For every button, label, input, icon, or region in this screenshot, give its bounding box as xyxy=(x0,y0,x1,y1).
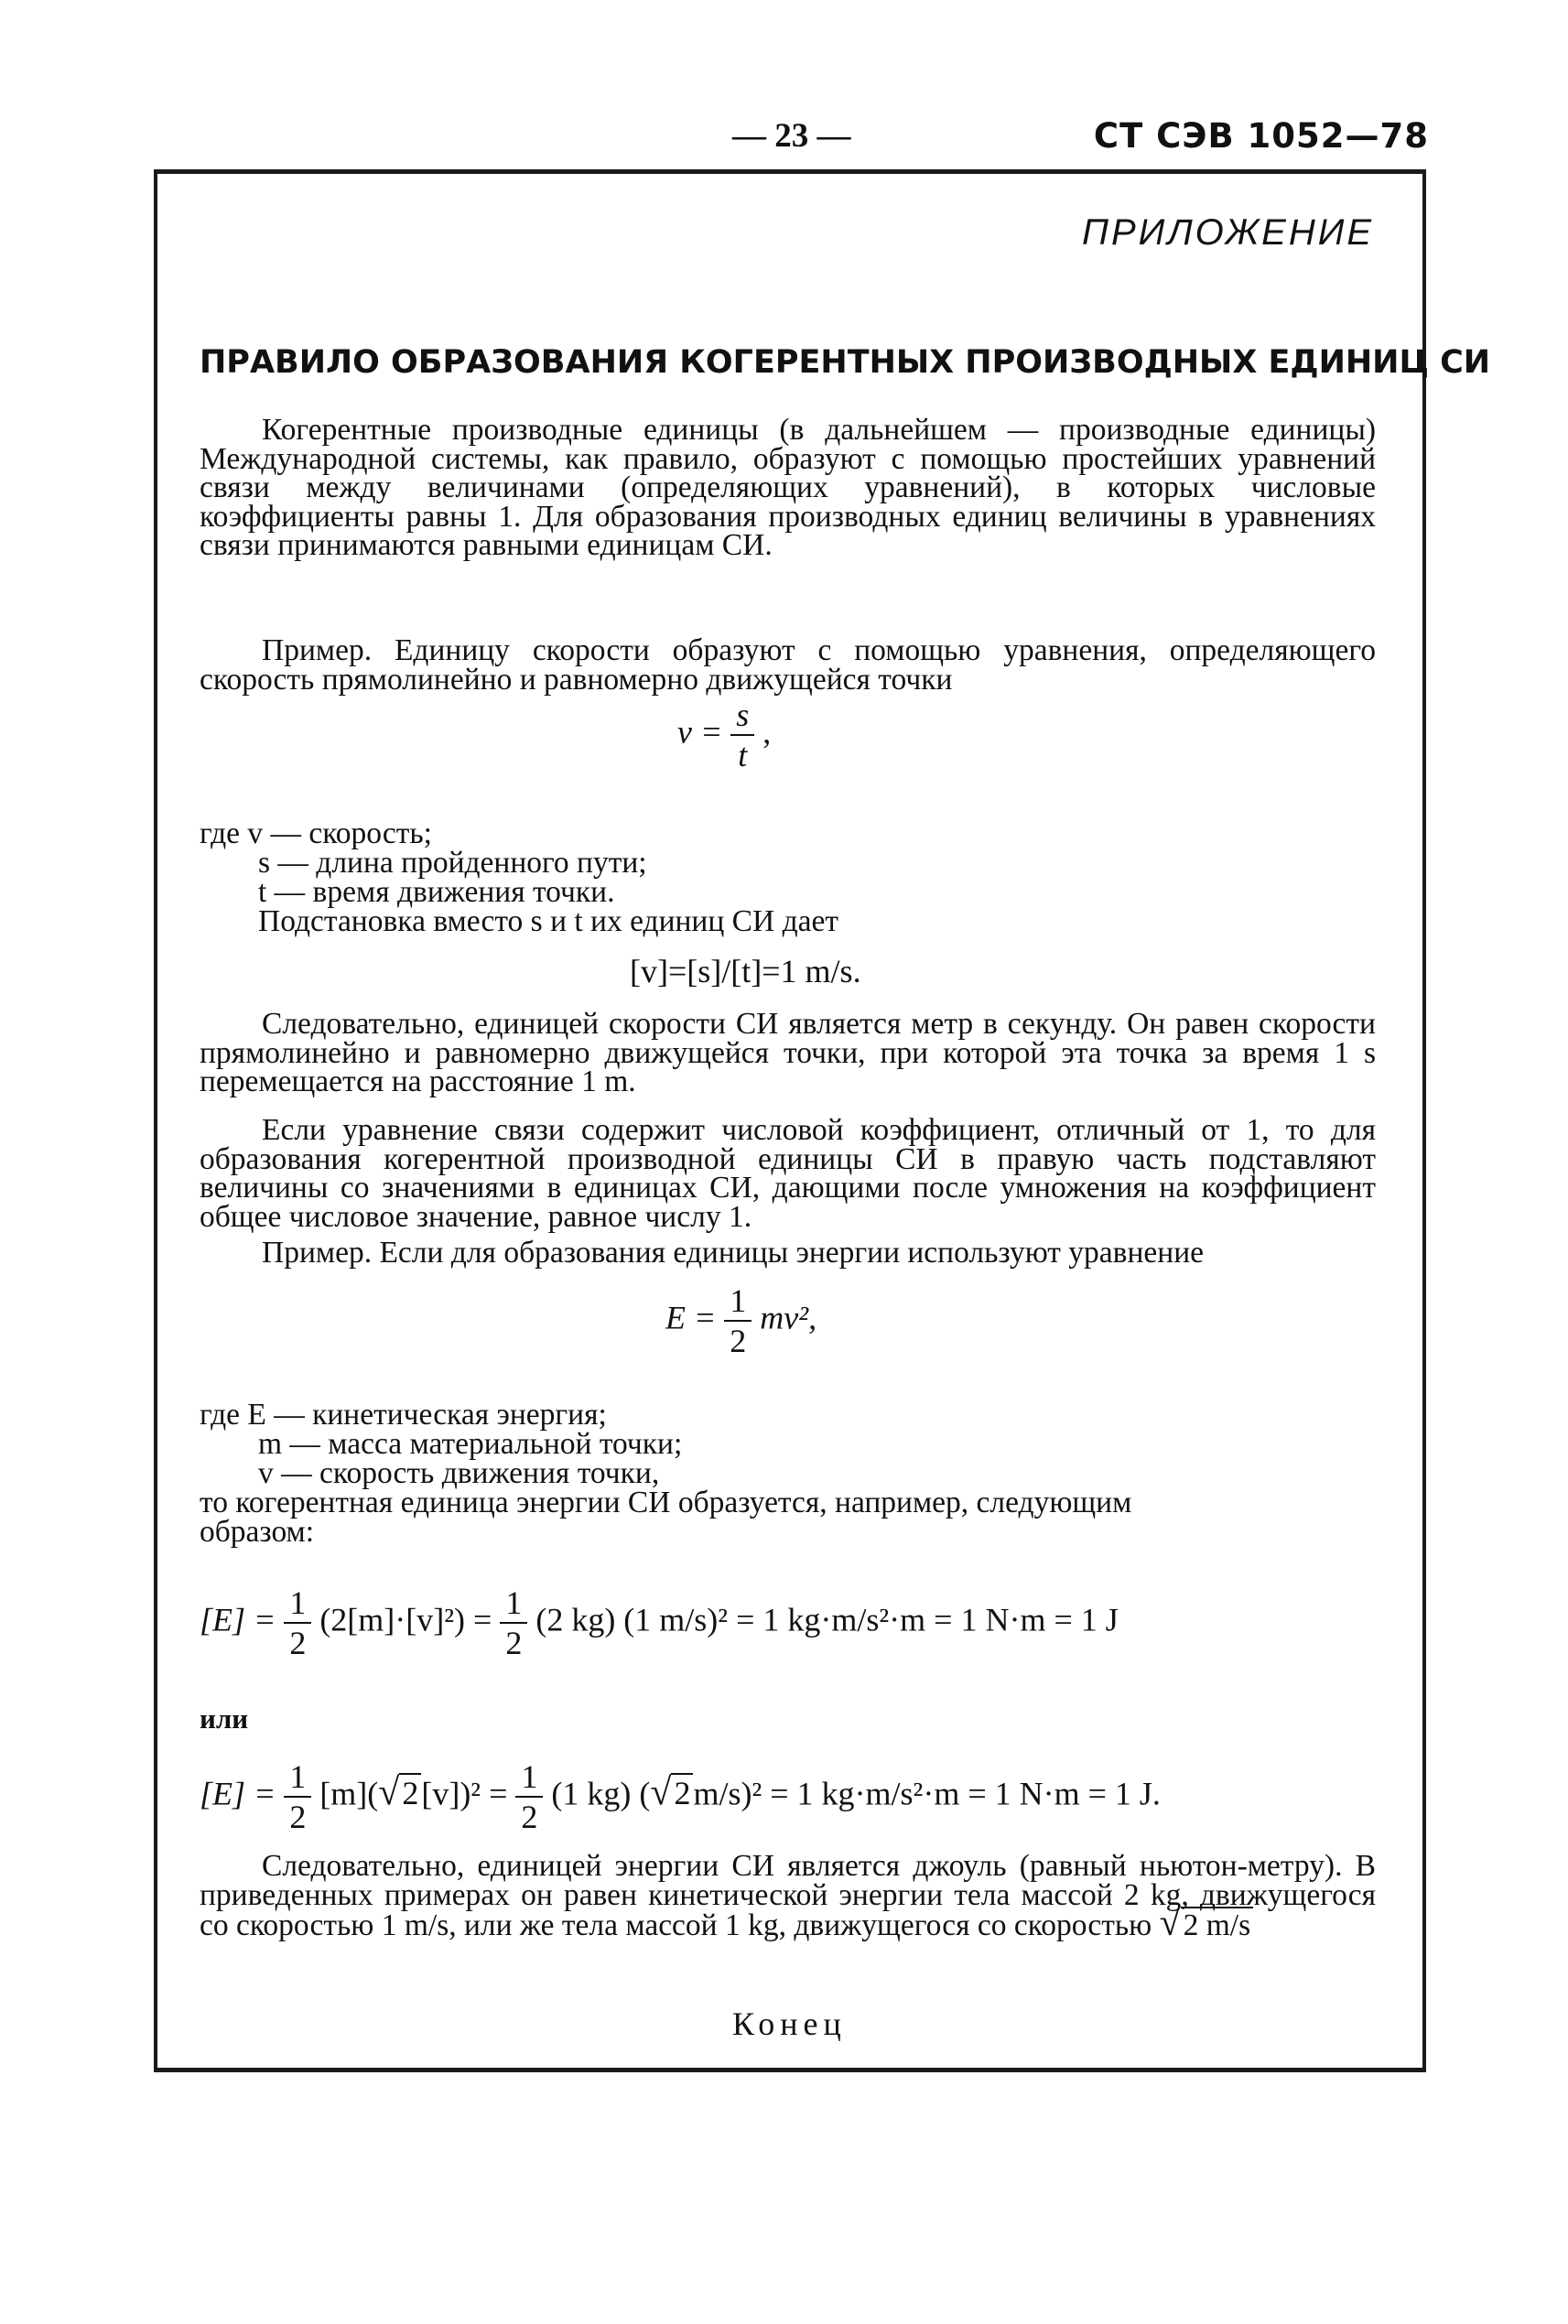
derivation-line: то когерентная единица энергии СИ образуется, например, следующим xyxy=(200,1486,1132,1519)
velocity-value: 2 m/s xyxy=(1181,1907,1254,1942)
fraction-denominator: 2 xyxy=(515,1796,543,1836)
where-line: t — время движения точки. xyxy=(258,875,615,909)
radical-sign-icon: √ xyxy=(650,1771,672,1814)
formula-rhs: m/s)² = 1 kg·m/s²·m = 1 N·m = 1 J. xyxy=(693,1775,1161,1812)
substitution-line: Подстановка вместо s и t их единиц СИ дает xyxy=(258,904,838,938)
standard-code: СТ СЭВ 1052—78 xyxy=(1093,116,1429,156)
radicand: 2 xyxy=(671,1773,693,1811)
fraction-numerator: 1 xyxy=(521,1758,538,1795)
page-number: — 23 — xyxy=(732,117,851,155)
paragraph-energy-conclusion xyxy=(200,1849,1376,1945)
radical-sign-icon: √ xyxy=(378,1771,400,1814)
where-line: m — масса материальной точки; xyxy=(258,1427,683,1461)
formula-middle: (2[m]·[v]²) = xyxy=(319,1601,492,1638)
energy-unit-formula-1 xyxy=(200,1584,1380,1662)
formula-middle: [m]( xyxy=(319,1775,379,1812)
fraction-denominator: 2 xyxy=(284,1796,311,1836)
paragraph-example-energy: Пример. Если для образования единицы энергии используют уравнение xyxy=(262,1236,1204,1270)
where-line: где E — кинетическая энергия; xyxy=(200,1398,607,1432)
paragraph-example-velocity: Пример. Единицу скорости образуют с помощью уравнения, определяющего скорость прямолинейно и равномерно движущейся точки xyxy=(200,633,1376,697)
paragraph-text: Следовательно, единицей энергии СИ является джоуль (равный ньютон-метру). В приведенных примерах он равен кинетической энергии тела массой 2 kg, движущегося со скоростью 1 m/s, или же тела массой 1 kg, движущегося со скоростью xyxy=(200,1849,1376,1943)
formula-lhs: [E] = xyxy=(200,1601,276,1638)
fraction-numerator: 1 xyxy=(289,1758,307,1795)
formula-lhs: v = xyxy=(677,713,723,751)
fraction xyxy=(500,1584,527,1662)
velocity-unit-formula: [v]=[s]/[t]=1 m/s. xyxy=(630,953,861,989)
energy-unit-formula-2 xyxy=(200,1757,1380,1836)
where-line: s — длина пройденного пути; xyxy=(258,846,647,880)
fraction xyxy=(284,1757,311,1836)
formula-lhs: [E] = xyxy=(200,1775,276,1812)
paragraph-velocity-conclusion: Следовательно, единицей скорости СИ является метр в секунду. Он равен скорости прямолинейно и равномерно движущейся точки, при которой эта точка за время 1 s перемещается на расстояние 1 m. xyxy=(200,1007,1376,1099)
fraction xyxy=(515,1757,543,1836)
fraction xyxy=(284,1584,311,1662)
formula-rhs: (1 kg) ( xyxy=(551,1775,651,1812)
where-line: v — скорость движения точки, xyxy=(258,1456,660,1490)
fraction-denominator: t xyxy=(730,734,754,774)
formula-rhs: (2 kg) (1 m/s)² = 1 kg·m/s²·m = 1 N·m = 1 J xyxy=(535,1601,1119,1638)
fraction-denominator: 2 xyxy=(724,1320,752,1360)
fraction-denominator: 2 xyxy=(284,1622,311,1662)
section-title: ПРАВИЛО ОБРАЗОВАНИЯ КОГЕРЕНТНЫХ ПРОИЗВОДНЫХ ЕДИНИЦ СИ xyxy=(200,344,1491,381)
formula-tail: mv², xyxy=(760,1299,817,1336)
appendix-label: ПРИЛОЖЕНИЕ xyxy=(1081,212,1374,253)
energy-formula xyxy=(665,1281,816,1360)
radical-sign-icon: √ xyxy=(1159,1902,1181,1945)
fraction xyxy=(730,696,754,774)
fraction-numerator: 1 xyxy=(505,1584,523,1621)
paragraph-coefficient-rule: Если уравнение связи содержит числовой коэффициент, отличный от 1, то для образования когерентной производной единицы СИ в правую часть подставляют величины со значениями в единицах СИ, дающими после умножения на коэффициент общее числовое значение, равное числу 1. xyxy=(200,1113,1376,1234)
formula-middle: [v])² = xyxy=(421,1775,508,1812)
velocity-formula xyxy=(677,696,771,774)
end-label: Конец xyxy=(732,2005,847,2042)
paragraph-intro: Когерентные производные единицы (в дальнейшем — производные единицы) Международной системы, как правило, образуют с помощью простейших уравнений связи между величинами (определяющих уравнений), в которых числовые коэффициенты равны 1. Для образования производных единиц величины в уравнениях связи принимаются равными единицам СИ. xyxy=(200,413,1376,563)
fraction xyxy=(724,1281,752,1360)
formula-tail: , xyxy=(762,713,772,751)
fraction-numerator: 1 xyxy=(289,1584,307,1621)
derivation-line: образом: xyxy=(200,1515,315,1549)
or-label: или xyxy=(200,1702,249,1735)
fraction-denominator: 2 xyxy=(500,1622,527,1662)
fraction-numerator: 1 xyxy=(730,1282,747,1319)
fraction-numerator: s xyxy=(736,697,750,733)
radicand: 2 xyxy=(399,1773,421,1811)
where-line: где v — скорость; xyxy=(200,816,432,850)
formula-lhs: E = xyxy=(665,1299,717,1336)
